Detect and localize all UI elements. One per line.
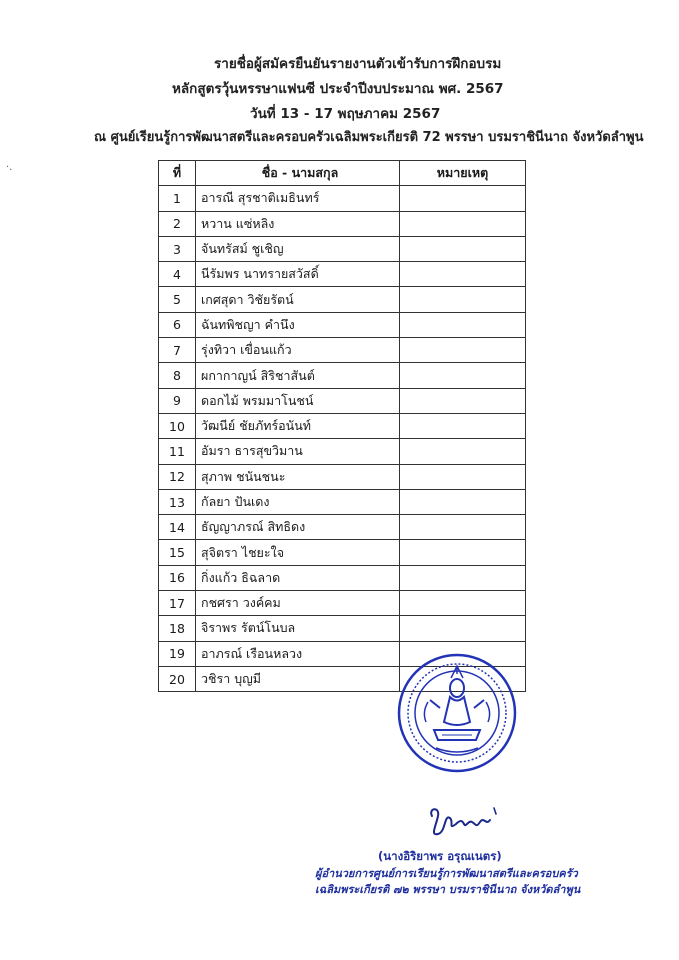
row-name: สุจิตรา ไชยะใจ: [196, 540, 400, 565]
table-body: [159, 186, 526, 692]
row-name: วชิรา บุญมี: [196, 666, 400, 691]
row-name: จิราพร รัตน์โนบล: [196, 616, 400, 641]
scan-speck: ·.: [6, 162, 13, 173]
row-remark: [400, 565, 526, 590]
table-row: [159, 262, 526, 287]
row-number: 4: [159, 262, 196, 287]
signer-name: (นางอิริยาพร อรุณเนตร): [378, 849, 502, 863]
table-row: [159, 413, 526, 438]
row-number: 13: [159, 489, 196, 514]
table-row: [159, 565, 526, 590]
participant-table: [158, 160, 526, 692]
row-remark: [400, 262, 526, 287]
row-name: สุภาพ ชนันชนะ: [196, 464, 400, 489]
header-remark: หมายเหตุ: [400, 161, 526, 186]
row-number: 5: [159, 287, 196, 312]
row-remark: [400, 388, 526, 413]
row-name: อัมรา ธารสุขวิมาน: [196, 439, 400, 464]
row-number: 9: [159, 388, 196, 413]
table-row: [159, 312, 526, 337]
row-number: 6: [159, 312, 196, 337]
title-line-1: รายชื่อผู้สมัครยืนยันรายงานตัวเข้ารับการฝึกอบรม: [214, 56, 502, 72]
row-remark: [400, 515, 526, 540]
table-row: [159, 489, 526, 514]
row-remark: [400, 489, 526, 514]
row-remark: [400, 616, 526, 641]
row-remark: [400, 287, 526, 312]
row-name: ธัญญาภรณ์ สิทธิดง: [196, 515, 400, 540]
row-number: 19: [159, 641, 196, 666]
row-number: 18: [159, 616, 196, 641]
row-number: 3: [159, 236, 196, 261]
row-number: 20: [159, 666, 196, 691]
title-line-4: ณ ศูนย์เรียนรู้การพัฒนาสตรีและครอบครัวเฉลิมพระเกียรติ 72 พรรษา บรมราชินีนาถ จังหวัดลำพูน: [94, 130, 644, 145]
row-name: อาภรณ์ เรือนหลวง: [196, 641, 400, 666]
header-name: ชื่อ - นามสกุล: [196, 161, 400, 186]
row-name: กัลยา ปันเดง: [196, 489, 400, 514]
table-row: [159, 287, 526, 312]
row-number: 1: [159, 186, 196, 211]
title-line-3: วันที่ 13 - 17 พฤษภาคม 2567: [250, 106, 441, 122]
row-number: 8: [159, 363, 196, 388]
header-no: ที่: [159, 161, 196, 186]
title-line-2: หลักสูตรวุ้นหรรษาแฟนซี ประจำปีงบประมาณ พศ. 2567: [172, 81, 504, 97]
row-number: 17: [159, 591, 196, 616]
row-remark: [400, 464, 526, 489]
table-row: [159, 388, 526, 413]
row-remark: [400, 211, 526, 236]
row-remark: [400, 540, 526, 565]
official-seal-stamp-icon: [396, 652, 518, 774]
row-name: จันทรัสม์ ชูเชิญ: [196, 236, 400, 261]
row-number: 15: [159, 540, 196, 565]
table-row: [159, 338, 526, 363]
table-row: [159, 186, 526, 211]
table-row: [159, 464, 526, 489]
table-row: [159, 211, 526, 236]
row-number: 7: [159, 338, 196, 363]
row-name: เกศสุดา วิชัยรัตน์: [196, 287, 400, 312]
row-name: กิ่งแก้ว ธิฉลาด: [196, 565, 400, 590]
row-remark: [400, 312, 526, 337]
row-remark: [400, 363, 526, 388]
row-number: 16: [159, 565, 196, 590]
row-remark: [400, 338, 526, 363]
row-name: กชศรา วงค์คม: [196, 591, 400, 616]
signer-title-line-1: ผู้อำนวยการศูนย์การเรียนรู้การพัฒนาสตรีและครอบครัว: [315, 867, 578, 880]
row-remark: [400, 439, 526, 464]
table-header-row: [159, 161, 526, 186]
table-row: [159, 363, 526, 388]
row-name: อารณี สุรชาติเมธินทร์: [196, 186, 400, 211]
row-name: นีรัมพร นาทรายสวัสดิ์: [196, 262, 400, 287]
row-number: 10: [159, 413, 196, 438]
row-number: 14: [159, 515, 196, 540]
row-remark: [400, 591, 526, 616]
row-number: 11: [159, 439, 196, 464]
table-row: [159, 439, 526, 464]
row-name: รุ่งทิวา เขื่อนแก้ว: [196, 338, 400, 363]
table-row: [159, 515, 526, 540]
row-name: ดอกไม้ พรมมาโนชน์: [196, 388, 400, 413]
row-number: 12: [159, 464, 196, 489]
row-number: 2: [159, 211, 196, 236]
row-name: หวาน แซ่หลิง: [196, 211, 400, 236]
row-name: ผกากาญน์ สิริชาสันต์: [196, 363, 400, 388]
row-remark: [400, 413, 526, 438]
row-remark: [400, 186, 526, 211]
table-row: [159, 591, 526, 616]
table-row: [159, 540, 526, 565]
signer-title-line-2: เฉลิมพระเกียรติ ๗๒ พรรษา บรมราชินีนาถ จังหวัดลำพูน: [315, 883, 581, 896]
handwritten-signature-icon: [426, 802, 502, 842]
row-remark: [400, 236, 526, 261]
row-name: ฉันทพิชญา คำนึง: [196, 312, 400, 337]
table-row: [159, 236, 526, 261]
row-name: วัฒนีย์ ชัยภัทร์อนันท์: [196, 413, 400, 438]
table-row: [159, 616, 526, 641]
